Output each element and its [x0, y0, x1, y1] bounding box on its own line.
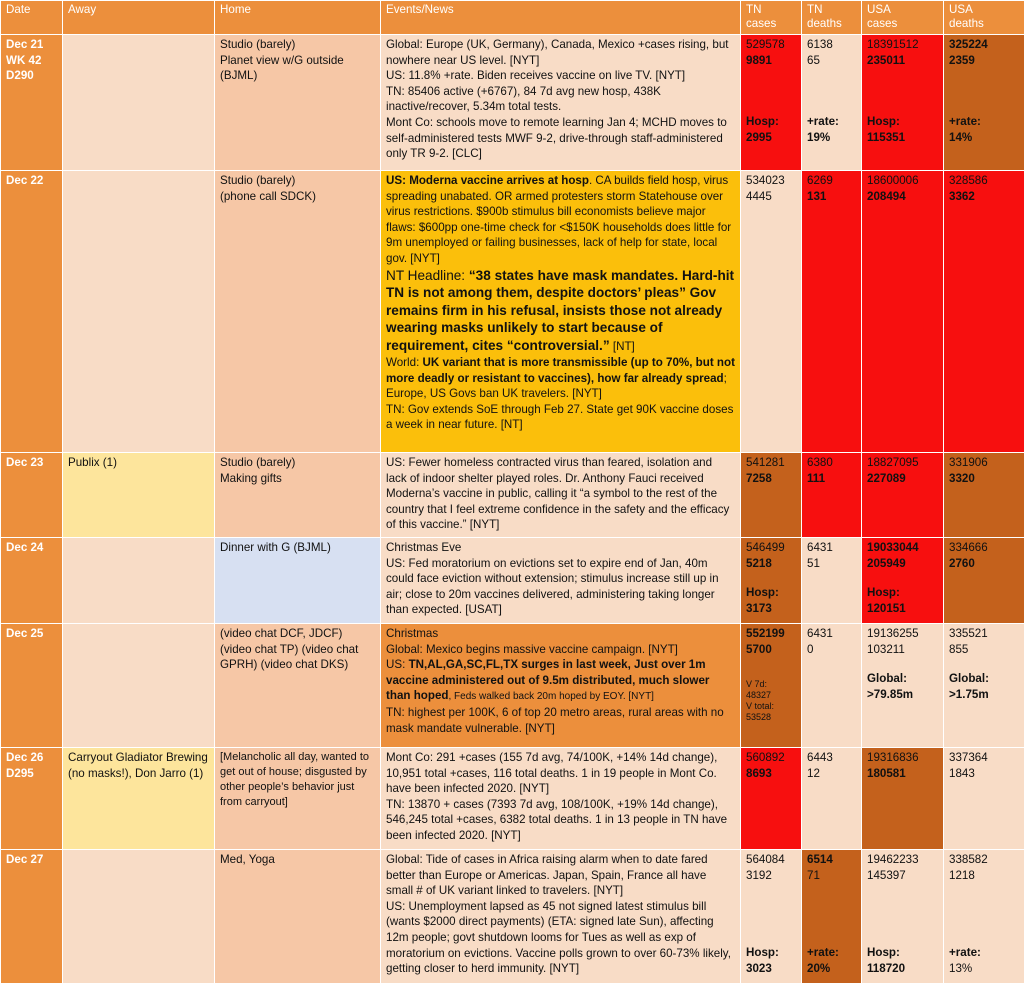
table-row — [1, 624, 1024, 748]
row-home: Studio (barely) (phone call SDCK) — [215, 171, 381, 453]
row-date: Dec 24 — [1, 538, 63, 624]
row-events: Christmas Eve US: Fed moratorium on evictions set to expire end of Jan, 40m could face eviction without extension; stimulus increase still up in air; close to 20m vaccines delivered, administering taking longer than expected. [USAT] — [381, 538, 741, 624]
header-usa-cases: USA cases — [862, 1, 944, 35]
tn-cases-cell: 552199 5700 V 7d: 48327 V total: 53528 — [741, 624, 802, 748]
tn-deaths-cell: 6138 65 +rate: 19% — [802, 35, 862, 171]
tn-deaths-cell: 6431 0 — [802, 624, 862, 748]
usa-deaths-cell: 338582 1218 +rate: 13% — [944, 850, 1024, 984]
usa-cases-cell: 19316836 180581 — [862, 748, 944, 850]
header-tn-cases: TN cases — [741, 1, 802, 35]
usa-deaths-cell: 337364 1843 — [944, 748, 1024, 850]
header-row — [1, 1, 1024, 35]
row-home: (video chat DCF, JDCF) (video chat TP) (video chat GPRH) (video chat DKS) — [215, 624, 381, 748]
row-home: Studio (barely) Making gifts — [215, 453, 381, 538]
row-away — [63, 171, 215, 453]
row-events: Christmas Global: Mexico begins massive vaccine campaign. [NYT] US: TN,AL,GA,SC,FL,TX surges in last week, Just over 1m vaccine administered out of 9.5m distributed, much slower than hoped, Feds walked back 20m hoped by EOY. [NYT] TN: highest per 100K, 6 of top 20 metro areas, rural areas with no mask mandate vulnerable. [NYT] — [381, 624, 741, 748]
row-events: Global: Europe (UK, Germany), Canada, Mexico +cases rising, but nowhere near US level. [NYT] US: 11.8% +rate. Biden receives vaccine on live TV. [NYT] TN: 85406 active (+6767), 84 7d avg new hosp, 438K inactive/recover, 5.34m total tests. Mont Co: schools move to remote learning Jan 4; MCHD moves to self-administered tests MWF 9-2, drive-through staff-administered only TR 9-2. [CLC] — [381, 35, 741, 171]
row-home: Med, Yoga — [215, 850, 381, 984]
row-away — [63, 850, 215, 984]
row-away — [63, 538, 215, 624]
tn-cases-cell: 529578 9891 Hosp: 2995 — [741, 35, 802, 171]
tn-cases-cell: 541281 7258 — [741, 453, 802, 538]
tn-deaths-cell: 6514 71 +rate: 20% — [802, 850, 862, 984]
table-row — [1, 453, 1024, 538]
table-row — [1, 538, 1024, 624]
tn-cases-cell: 546499 5218 Hosp: 3173 — [741, 538, 802, 624]
usa-deaths-cell: 331906 3320 — [944, 453, 1024, 538]
row-events: Mont Co: 291 +cases (155 7d avg, 74/100K, +14% 14d change), 10,951 total +cases, 116 total deaths. 1 in 19 people in Mont Co. have been infected 2020. [NYT] TN: 13870 + cases (7393 7d avg, 108/100K, +19% 14d change), 546,245 total +cases, 6382 total deaths. 1 in 13 people in TN have been infected 2020. [NYT] — [381, 748, 741, 850]
tn-cases-cell: 560892 8693 — [741, 748, 802, 850]
usa-deaths-cell: 328586 3362 — [944, 171, 1024, 453]
row-home: Dinner with G (BJML) — [215, 538, 381, 624]
usa-cases-cell: 19136255 103211 Global: >79.85m — [862, 624, 944, 748]
header-home: Home — [215, 1, 381, 35]
row-away: Publix (1) — [63, 453, 215, 538]
header-usa-deaths: USA deaths — [944, 1, 1024, 35]
row-date: Dec 21 WK 42 D290 — [1, 35, 63, 171]
row-date: Dec 26 D295 — [1, 748, 63, 850]
row-away — [63, 624, 215, 748]
row-away: Carryout Gladiator Brewing (no masks!), Don Jarro (1) — [63, 748, 215, 850]
tn-cases-cell: 534023 4445 — [741, 171, 802, 453]
row-date: Dec 22 — [1, 171, 63, 453]
row-events: US: Moderna vaccine arrives at hosp. CA builds field hosp, virus spreading unabated. OR armed protesters storm Statehouse over virus restrictions. $900b stimulus bill economists believe major flaws: $600pp one-time check for <$150K households does little for 9m unemployed or failing businesses, lack of help for state, local gov. [NYT] NT Headline: “38 states have mask mandates. Hard-hit TN is not among them, despite doctors’ pleas” Gov remains firm in his refusal, insists those not already wearing masks unlikely to start because of requirement, cites “controversial.” [NT] World: UK variant that is more transmissible (up to 70%, but not more deadly or resistant to vaccines), how far already spread; Europe, US Govs ban UK travelers. [NYT] TN: Gov extends SoE through Feb 27. State get 90K vaccine doses a week in near future. [NT] — [381, 171, 741, 453]
usa-deaths-cell: 334666 2760 — [944, 538, 1024, 624]
row-home: Studio (barely) Planet view w/G outside (BJML) — [215, 35, 381, 171]
row-date: Dec 23 — [1, 453, 63, 538]
tn-deaths-cell: 6269 131 — [802, 171, 862, 453]
row-date: Dec 27 — [1, 850, 63, 984]
tn-deaths-cell: 6380 111 — [802, 453, 862, 538]
row-events: Global: Tide of cases in Africa raising alarm when to date fared better than Europe or Americas. Japan, Spain, France all have small # of UK variant linked to travelers. [NYT] US: Unemployment lapsed as 45 not signed latest stimulus bill (wants $2000 direct payments) (ETA: signed late Sun), affecting 12m people; govt shutdown looms for Tues as well as exp of moratorium on evictions. Vaccine polls grown to over 60-73% likely, getting closer to herd immunity. [NYT] — [381, 850, 741, 984]
row-home: [Melancholic all day, wanted to get out of house; disgusted by other people’s behavior just from carryout] — [215, 748, 381, 850]
header-events: Events/News — [381, 1, 741, 35]
usa-cases-cell: 19462233 145397 Hosp: 118720 — [862, 850, 944, 984]
header-date: Date — [1, 1, 63, 35]
tn-cases-cell: 564084 3192 Hosp: 3023 — [741, 850, 802, 984]
row-away — [63, 35, 215, 171]
row-events: US: Fewer homeless contracted virus than feared, isolation and lack of indoor shelter played roles. Dr. Anthony Fauci received Moderna’s vaccine in public, calling it “a symbol to the rest of the country that I feel extreme confidence in the safety and the efficacy of this vaccine.” [NYT] — [381, 453, 741, 538]
table-row — [1, 748, 1024, 850]
tn-deaths-cell: 6443 12 — [802, 748, 862, 850]
table-row — [1, 850, 1024, 984]
header-tn-deaths: TN deaths — [802, 1, 862, 35]
tn-deaths-cell: 6431 51 — [802, 538, 862, 624]
usa-cases-cell: 18827095 227089 — [862, 453, 944, 538]
usa-cases-cell: 18391512 235011 Hosp: 115351 — [862, 35, 944, 171]
row-date: Dec 25 — [1, 624, 63, 748]
usa-cases-cell: 19033044 205949 Hosp: 120151 — [862, 538, 944, 624]
usa-cases-cell: 18600006 208494 — [862, 171, 944, 453]
usa-deaths-cell: 335521 855 Global: >1.75m — [944, 624, 1024, 748]
header-away: Away — [63, 1, 215, 35]
table-row — [1, 171, 1024, 453]
table-row — [1, 35, 1024, 171]
usa-deaths-cell: 325224 2359 +rate: 14% — [944, 35, 1024, 171]
